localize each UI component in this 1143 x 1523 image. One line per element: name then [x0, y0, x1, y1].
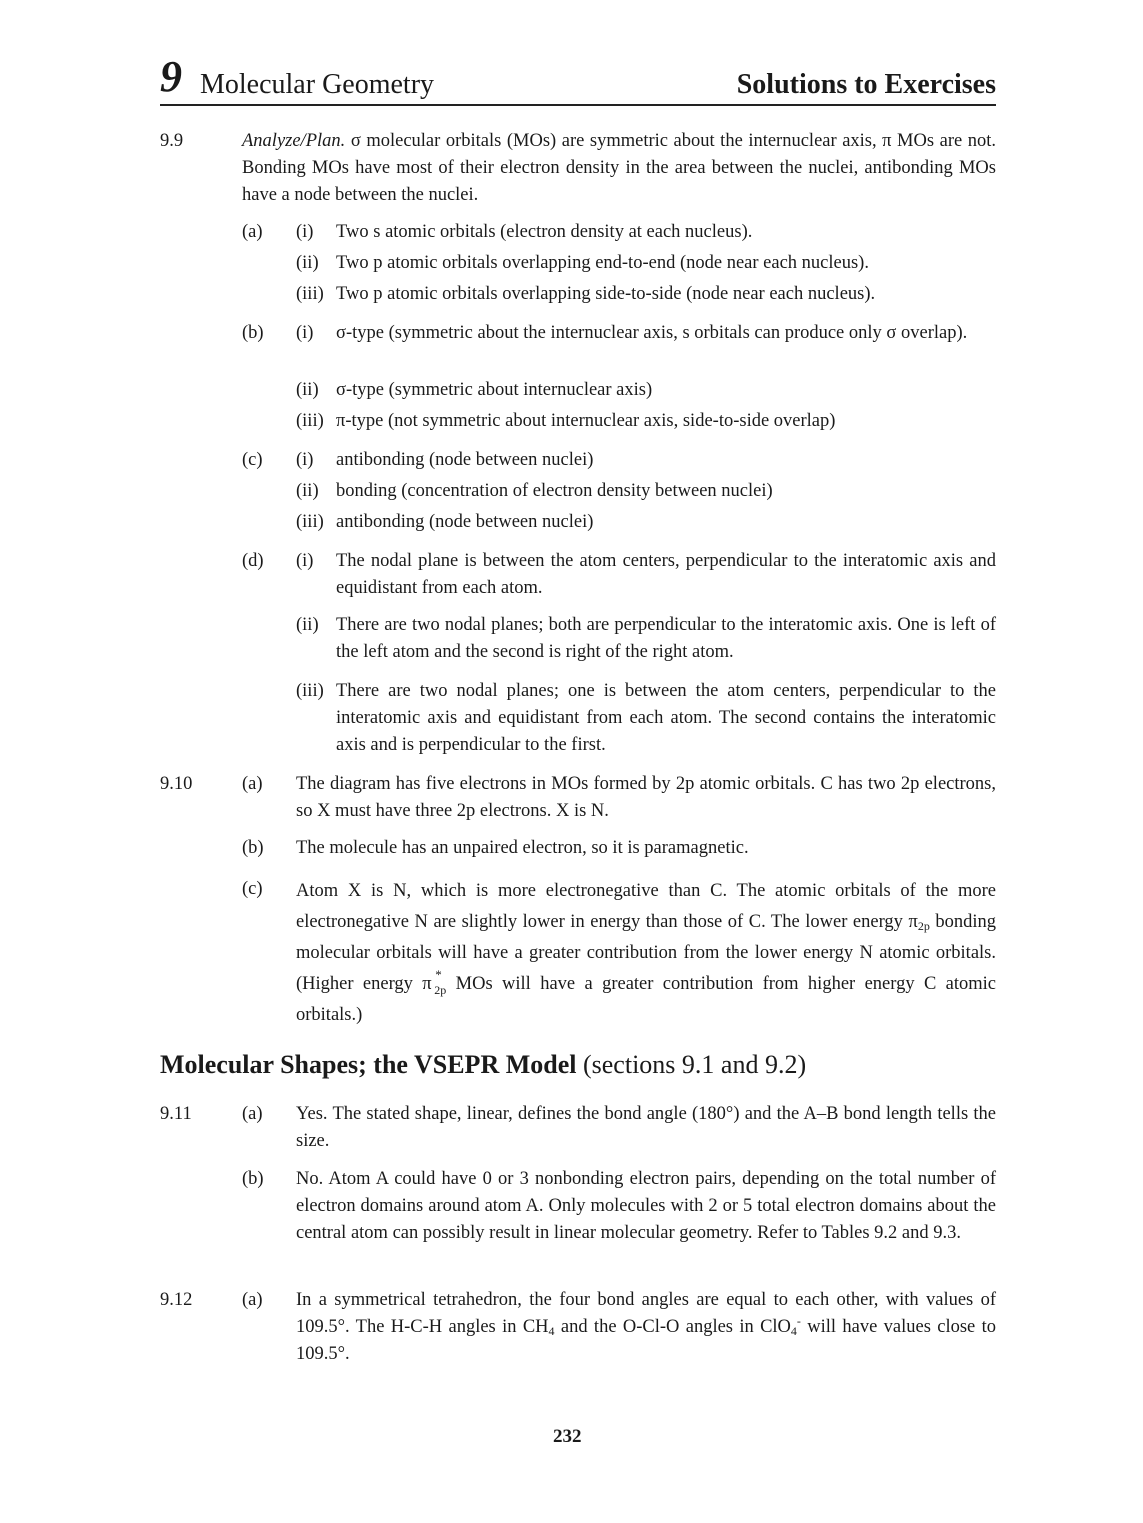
section-title — [160, 1048, 806, 1082]
pi-2p-star-symbol — [422, 967, 447, 997]
pi-symbol: π — [908, 912, 918, 932]
section-title-bold: Molecular Shapes; the VSEPR Model — [160, 1050, 577, 1079]
subscript: 4 — [790, 1324, 797, 1338]
item-text: antibonding (node between nuclei) — [336, 450, 594, 470]
item-text: antibonding (node between nuclei) — [336, 512, 594, 532]
part-label: (b) — [242, 838, 264, 858]
part-label: (c) — [242, 450, 263, 470]
pi-symbol: π — [422, 974, 432, 994]
item-number: (iii) — [296, 284, 324, 304]
item-text: The nodal plane is between the atom centers, perpendicular to the interatomic axis and equidistant from each atom. — [336, 551, 996, 598]
section-heading: Solutions to Exercises — [736, 69, 996, 100]
section-title-rest: (sections 9.1 and 9.2) — [582, 1050, 807, 1079]
text-segment: Atom X is N, which is more electronegative than C. The atomic orbitals of the more electronegative N are slightly lower in energy than those of C. The lower energy — [296, 881, 996, 932]
text-segment: MOs will have a greater contribution from higher energy C atomic orbitals.) — [296, 974, 996, 1025]
part-label: (a) — [242, 1104, 263, 1124]
pi-star: * — [435, 967, 442, 982]
item-number: (ii) — [296, 253, 319, 273]
part-text: The molecule has an unpaired electron, so it is paramagnetic. — [296, 838, 749, 858]
item-text: σ-type (symmetric about the internuclear axis, s orbitals can produce only σ overlap). — [336, 323, 968, 343]
item-number: (iii) — [296, 411, 324, 431]
item-number: (iii) — [296, 512, 324, 532]
item-number: (ii) — [296, 481, 319, 501]
part-text: The diagram has five electrons in MOs formed by 2p atomic orbitals. C has two 2p electrons, so X must have three 2p electrons. X is N. — [296, 774, 996, 821]
item-text: Two p atomic orbitals overlapping side-to-side (node near each nucleus). — [336, 284, 876, 304]
part-label: (c) — [242, 879, 263, 899]
intro-lead: Analyze/Plan. — [242, 131, 346, 151]
part-label: (d) — [242, 551, 264, 571]
pi-subscript: 2p — [917, 919, 930, 933]
item-number: (i) — [296, 551, 314, 571]
page-header — [160, 52, 996, 106]
exercise-intro — [242, 128, 996, 209]
subscript: 4 — [548, 1324, 555, 1338]
chapter-number: 9 — [160, 52, 182, 101]
part-text — [296, 876, 996, 1031]
part-label: (a) — [242, 222, 263, 242]
part-label: (a) — [242, 1290, 263, 1310]
item-number: (i) — [296, 323, 314, 343]
pi-subscript: 2p — [434, 983, 447, 997]
intro-text: σ molecular orbitals (MOs) are symmetric about the internuclear axis, π MOs are not. Bonding MOs have most of their electron density in the area between the nuclei, antibonding MOs have a node between the nuclei. — [242, 131, 997, 205]
chapter-title: Molecular Geometry — [200, 69, 435, 100]
exercise-number: 9.11 — [160, 1104, 192, 1124]
part-label: (b) — [242, 1169, 264, 1189]
part-text: Yes. The stated shape, linear, defines the bond angle (180°) and the A–B bond length tells the size. — [296, 1104, 996, 1151]
item-text: σ-type (symmetric about internuclear axis) — [336, 380, 653, 400]
item-text: Two p atomic orbitals overlapping end-to-end (node near each nucleus). — [336, 253, 869, 273]
item-number: (ii) — [296, 380, 319, 400]
page-number: 232 — [553, 1426, 582, 1447]
part-text — [296, 1287, 996, 1368]
item-number: (iii) — [296, 681, 324, 701]
item-text: Two s atomic orbitals (electron density at each nucleus). — [336, 222, 753, 242]
part-text: No. Atom A could have 0 or 3 nonbonding electron pairs, depending on the total number of electron domains around atom A. Only molecules with 2 or 5 total electron domains about the central atom can possibly result in linear molecular geometry. Refer to Tables 9.2 and 9.3. — [296, 1169, 996, 1243]
item-text: There are two nodal planes; both are perpendicular to the interatomic axis. One is left of the left atom and the second is right of the right atom. — [336, 615, 996, 662]
part-label: (a) — [242, 774, 263, 794]
text-segment: In a symmetrical tetrahedron, the four bond angles are equal to each other, with values of 109.5°. The H-C-H angles in CH — [296, 1290, 996, 1337]
item-number: (i) — [296, 222, 314, 242]
text-segment: bonding molecular orbitals will have a greater contribution from the lower energy N atomic orbitals. (Higher energy — [296, 912, 997, 994]
pi-2p-symbol — [908, 912, 929, 932]
item-number: (ii) — [296, 615, 319, 635]
part-label: (b) — [242, 323, 264, 343]
superscript: - — [796, 1314, 801, 1328]
item-text: π-type (not symmetric about internuclear axis, side-to-side overlap) — [336, 411, 836, 431]
exercise-number: 9.9 — [160, 131, 184, 151]
text-segment: will have values close to 109.5°. — [296, 1317, 997, 1364]
item-text: There are two nodal planes; one is between the atom centers, perpendicular to the interatomic axis and equidistant from each atom. The second contains the interatomic axis and is perpendicular to the first. — [336, 681, 996, 755]
text-segment: and the O-Cl-O angles in ClO — [560, 1317, 791, 1337]
item-text: bonding (concentration of electron density between nuclei) — [336, 481, 773, 501]
exercise-number: 9.10 — [160, 774, 193, 794]
exercise-number: 9.12 — [160, 1290, 193, 1310]
item-number: (i) — [296, 450, 314, 470]
